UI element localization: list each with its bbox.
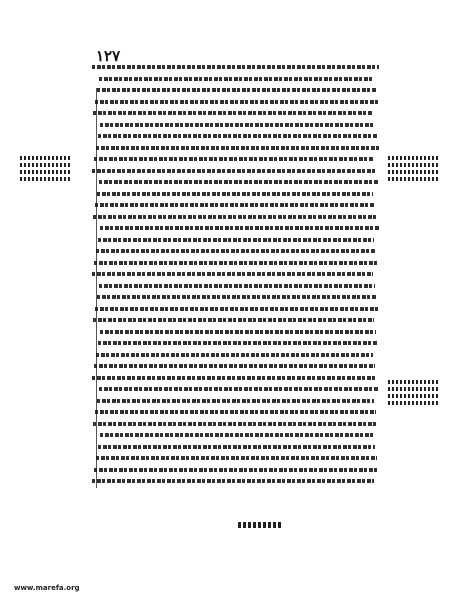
- catchword: [238, 519, 282, 531]
- manuscript-line: [96, 248, 376, 254]
- manuscript-line: [98, 340, 378, 346]
- manuscript-line: [96, 145, 379, 151]
- manuscript-line: [95, 99, 378, 105]
- manuscript-line: [96, 352, 373, 358]
- manuscript-line: [100, 122, 375, 128]
- margin-note-middle: [388, 156, 440, 184]
- manuscript-line: [94, 467, 379, 473]
- manuscript-line: [94, 260, 378, 266]
- footer-link[interactable]: www.marefa.org: [14, 584, 80, 592]
- manuscript-line: [99, 179, 378, 185]
- margin-note-top: [20, 156, 72, 184]
- manuscript-line: [93, 421, 378, 427]
- manuscript-line: [98, 133, 377, 139]
- manuscript-line: [99, 76, 374, 82]
- manuscript-line: [95, 202, 375, 208]
- manuscript-line: [92, 375, 377, 381]
- manuscript-line: [94, 156, 374, 162]
- manuscript-line: [97, 87, 376, 93]
- manuscript-line: [97, 398, 374, 404]
- manuscript-line: [93, 214, 377, 220]
- manuscript-line: [97, 191, 373, 197]
- manuscript-line: [99, 283, 375, 289]
- manuscript-line: [95, 306, 379, 312]
- manuscript-line: [95, 409, 376, 415]
- manuscript-line: [100, 329, 376, 335]
- manuscript-line: [93, 110, 373, 116]
- manuscript-line: [92, 271, 373, 277]
- manuscript-line: [100, 432, 373, 438]
- manuscript-text-block: [92, 58, 379, 488]
- manuscript-line: [98, 237, 374, 243]
- manuscript-line: [97, 294, 377, 300]
- manuscript-line: [93, 317, 374, 323]
- manuscript-line: [92, 64, 379, 70]
- manuscript-line: [96, 455, 377, 461]
- manuscript-line: [92, 478, 374, 484]
- manuscript-line: [99, 386, 379, 392]
- manuscript-line: [92, 168, 376, 174]
- margin-note-bottom: [388, 380, 440, 408]
- manuscript-line: [94, 363, 375, 369]
- manuscript-line: [98, 444, 375, 450]
- page-number: ١٢٧: [96, 47, 121, 65]
- manuscript-line: [100, 225, 379, 231]
